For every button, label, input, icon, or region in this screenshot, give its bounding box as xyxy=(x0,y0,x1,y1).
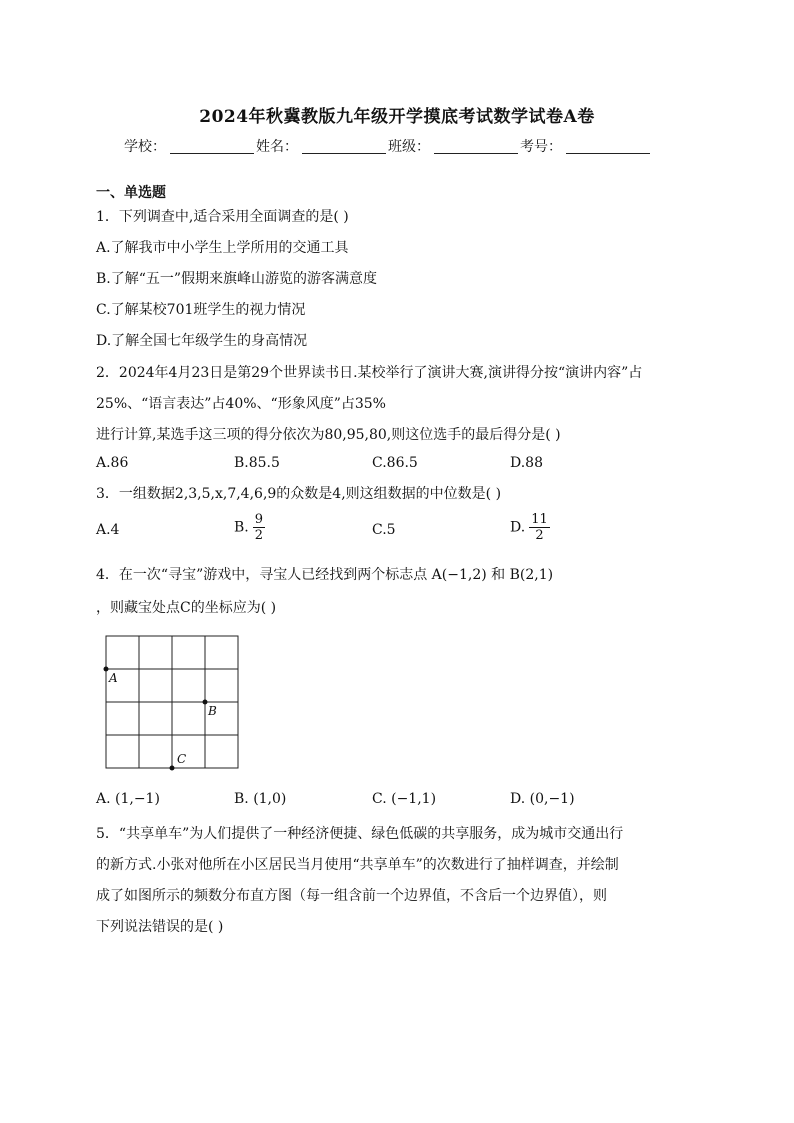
q4-stem-line1: 4．在一次“寻宝”游戏中，寻宝人已经找到两个标志点 A(−1,2) 和 B(2,1) xyxy=(96,567,554,583)
q2-option-b: B.85.5 xyxy=(234,455,280,471)
fraction-denominator: 2 xyxy=(535,528,544,543)
q3-option-a: A.4 xyxy=(96,522,120,538)
point-a-dot xyxy=(104,667,109,672)
q3-option-d-prefix: D. xyxy=(510,519,526,536)
point-c-dot xyxy=(170,766,175,771)
fraction-denominator: 2 xyxy=(254,528,264,543)
q2-stem-line3: 进行计算,某选手这三项的得分依次为80,95,80,则这位选手的最后得分是( ) xyxy=(96,427,561,443)
q4-option-a: A. (1,−1) xyxy=(96,791,160,807)
name-blank[interactable] xyxy=(302,139,386,154)
number-label: 考号： xyxy=(520,139,562,155)
q4-option-d: D. (0,−1) xyxy=(510,791,575,807)
q2-stem-line2: 25%、“语言表达”占40%、“形象风度”占35% xyxy=(96,396,386,412)
point-b-dot xyxy=(203,700,208,705)
q3-option-d xyxy=(510,512,550,543)
fraction-numerator: 11 xyxy=(531,512,548,527)
q3-stem: 3．一组数据2,3,5,x,7,4,6,9的众数是4,则这组数据的中位数是( ) xyxy=(96,486,502,502)
q4-option-b: B. (1,0) xyxy=(234,791,287,807)
q3-option-b xyxy=(234,512,265,543)
q2-option-d: D.88 xyxy=(510,455,543,471)
q5-stem-line3: 成了如图所示的频数分布直方图（每一组含前一个边界值，不含后一个边界值），则 xyxy=(96,888,607,904)
class-blank[interactable] xyxy=(434,139,518,154)
q1-option-b: B.了解“五一”假期来旗峰山游览的游客满意度 xyxy=(96,271,378,287)
q2-option-a: A.86 xyxy=(96,455,129,471)
q2-option-c: C.86.5 xyxy=(372,455,418,471)
q1-option-c: C.了解某校701班学生的视力情况 xyxy=(96,302,306,318)
fraction xyxy=(529,512,550,543)
fraction-numerator: 9 xyxy=(254,512,264,527)
school-label: 学校： xyxy=(124,139,166,155)
fraction xyxy=(253,512,265,543)
q3-option-b-prefix: B. xyxy=(234,519,249,536)
grid-lines xyxy=(106,636,238,768)
number-blank[interactable] xyxy=(566,139,650,154)
q5-stem-line2: 的新方式.小张对他所在小区居民当月使用“共享单车”的次数进行了抽样调查，并绘制 xyxy=(96,857,619,873)
exam-title: 2024年秋冀教版九年级开学摸底考试数学试卷A卷 xyxy=(199,107,595,127)
q2-stem-line1: 2．2024年4月23日是第29个世界读书日.某校举行了演讲大赛,演讲得分按“演讲内容”占 xyxy=(96,365,643,381)
point-a-label: A xyxy=(109,671,118,685)
q4-stem-line2: ，则藏宝处点C的坐标应为( ) xyxy=(96,600,277,616)
q5-stem-line1: 5．“共享单车”为人们提供了一种经济便捷、绿色低碳的共享服务，成为城市交通出行 xyxy=(96,826,624,842)
school-blank[interactable] xyxy=(170,139,254,154)
q3-option-c: C.5 xyxy=(372,522,396,538)
q1-option-d: D.了解全国七年级学生的身高情况 xyxy=(96,333,308,349)
section-heading: 一、单选题 xyxy=(96,185,166,201)
q1-stem: 1．下列调查中,适合采用全面调查的是( ) xyxy=(96,209,349,225)
name-label: 姓名： xyxy=(256,139,298,155)
class-label: 班级： xyxy=(388,139,430,155)
q4-option-c: C. (−1,1) xyxy=(372,791,437,807)
point-b-label: B xyxy=(208,704,217,718)
point-c-label: C xyxy=(177,752,187,766)
coordinate-grid-figure xyxy=(100,632,242,774)
q5-stem-line4: 下列说法错误的是( ) xyxy=(96,919,224,935)
student-info-row xyxy=(124,136,684,156)
q1-option-a: A.了解我市中小学生上学所用的交通工具 xyxy=(96,240,349,256)
